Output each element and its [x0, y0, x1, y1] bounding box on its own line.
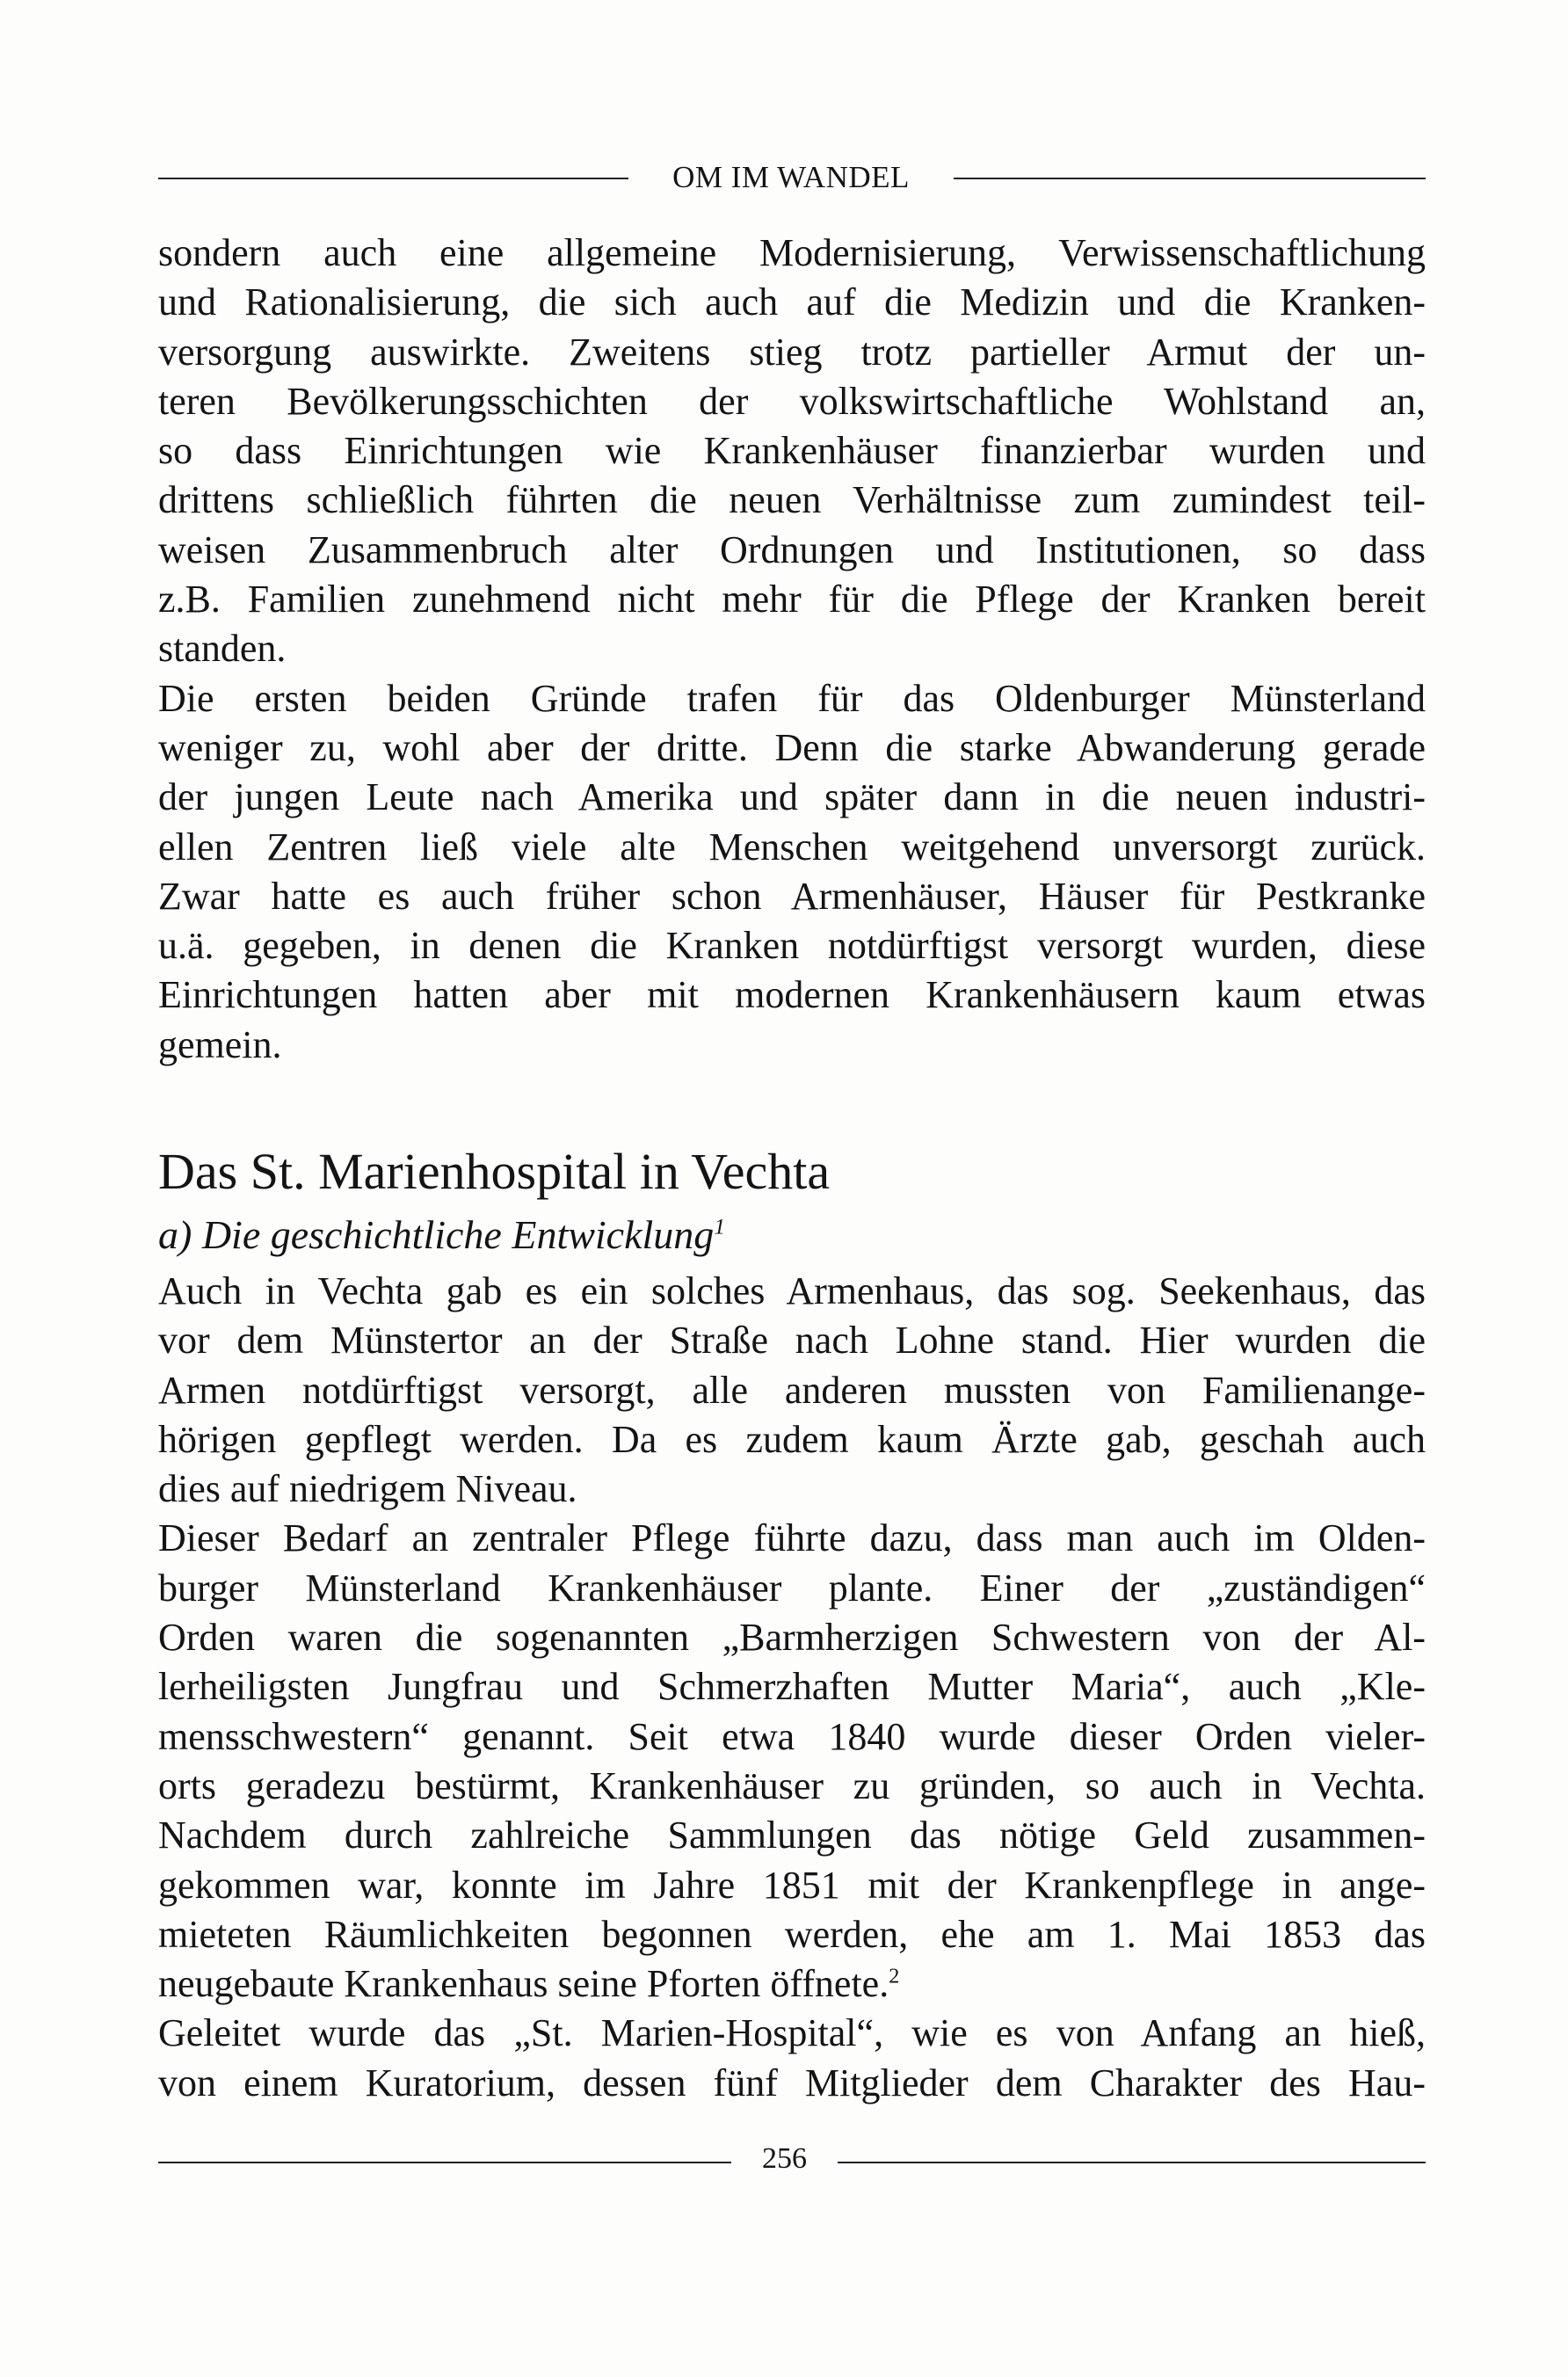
text-line: lerheiligsten Jungfrau und Schmerzhaften Mutter Maria“, auch „Kle-: [158, 1665, 1426, 1709]
text-line: mieteten Räumlichkeiten begonnen werden, ehe am 1. Mai 1853 das: [158, 1912, 1426, 1956]
text-line-with-footnote: [158, 1959, 1426, 2009]
text-line: so dass Einrichtungen wie Krankenhäuser finanzierbar wurden und: [158, 429, 1426, 473]
running-footer: [158, 2141, 1426, 2180]
text-line: orts geradezu bestürmt, Krankenhäuser zu gründen, so auch in Vechta.: [158, 1763, 1426, 1807]
text-line: Geleitet wurde das „St. Marien-Hospital“, wie es von Anfang an hieß,: [158, 2011, 1426, 2055]
footer-rule-right: [838, 2162, 1426, 2163]
text-line: Orden waren die sogenannten „Barmherzigen Schwestern von der Al-: [158, 1616, 1426, 1660]
section-text: [158, 1267, 1426, 2108]
text-line-content: neugebaute Krankenhaus seine Pforten öffnete.: [158, 1962, 889, 2006]
text-line: sondern auch eine allgemeine Modernisierung, Verwissenschaftlichung: [158, 231, 1426, 274]
text-line: versorgung auswirkte. Zweitens stieg trotz partieller Armut der un-: [158, 330, 1426, 374]
text-line: Auch in Vechta gab es ein solches Armenhaus, das sog. Seekenhaus, das: [158, 1269, 1426, 1312]
running-title: OM IM WANDEL: [672, 160, 910, 194]
text-line: Die ersten beiden Gründe trafen für das Oldenburger Münsterland: [158, 676, 1426, 720]
intro-text: [158, 229, 1426, 1070]
text-line: Dieser Bedarf an zentraler Pflege führte dazu, dass man auch im Olden-: [158, 1516, 1426, 1560]
text-line: teren Bevölkerungsschichten der volkswirtschaftliche Wohlstand an,: [158, 379, 1426, 423]
text-line: hörigen gepflegt werden. Da es zudem kaum Ärzte gab, geschah auch: [158, 1417, 1426, 1461]
text-line: Zwar hatte es auch früher schon Armenhäuser, Häuser für Pestkranke: [158, 874, 1426, 918]
text-line: drittens schließlich führten die neuen Verhältnisse zum zumindest teil-: [158, 478, 1426, 522]
text-line: dies auf niedrigem Niveau.: [158, 1467, 577, 1511]
text-line: Einrichtungen hatten aber mit modernen Krankenhäusern kaum etwas: [158, 973, 1426, 1017]
footer-rule-left: [158, 2162, 731, 2163]
text-line: gekommen war, konnte im Jahre 1851 mit der Krankenpflege in ange-: [158, 1863, 1426, 1907]
footnote-marker: 2: [889, 1964, 900, 1988]
footnote-marker: 1: [714, 1214, 725, 1239]
page-number: 256: [762, 2142, 807, 2175]
text-line: z.B. Familien zunehmend nicht mehr für die Pflege der Kranken bereit: [158, 578, 1426, 622]
text-line: u.ä. gegeben, in denen die Kranken notdürftigst versorgt wurden, diese: [158, 924, 1426, 968]
text-line: Nachdem durch zahlreiche Sammlungen das nötige Geld zusammen-: [158, 1814, 1426, 1857]
sub-heading: [158, 1210, 725, 1260]
text-line: standen.: [158, 627, 287, 671]
text-line: Armen notdürftigst versorgt, alle anderen mussten von Familienange-: [158, 1368, 1426, 1412]
text-line: weisen Zusammenbruch alter Ordnungen und Institutionen, so dass: [158, 527, 1426, 571]
text-line: vor dem Münstertor an der Straße nach Lohne stand. Hier wurden die: [158, 1319, 1426, 1363]
text-line: ellen Zentren ließ viele alte Menschen weitgehend unversorgt zurück.: [158, 825, 1426, 869]
header-rule-right: [954, 178, 1426, 179]
text-line: gemein.: [158, 1022, 282, 1066]
text-line: der jungen Leute nach Amerika und später dann in die neuen industri-: [158, 775, 1426, 819]
section-heading: Das St. Marienhospital in Vechta: [158, 1143, 831, 1200]
header-rule-left: [158, 178, 628, 179]
text-line: weniger zu, wohl aber der dritte. Denn die starke Abwanderung gerade: [158, 725, 1426, 769]
text-line: burger Münsterland Krankenhäuser plante. Einer der „zuständigen“: [158, 1566, 1426, 1610]
sub-heading-text: a) Die geschichtliche Entwicklung: [158, 1212, 715, 1257]
text-line: von einem Kuratorium, dessen fünf Mitglieder dem Charakter des Hau-: [158, 2061, 1426, 2104]
running-header: [158, 158, 1426, 197]
text-line: und Rationalisierung, die sich auch auf die Medizin und die Kranken-: [158, 280, 1426, 324]
text-line: mensschwestern“ genannt. Seit etwa 1840 wurde dieser Orden vieler-: [158, 1714, 1426, 1758]
